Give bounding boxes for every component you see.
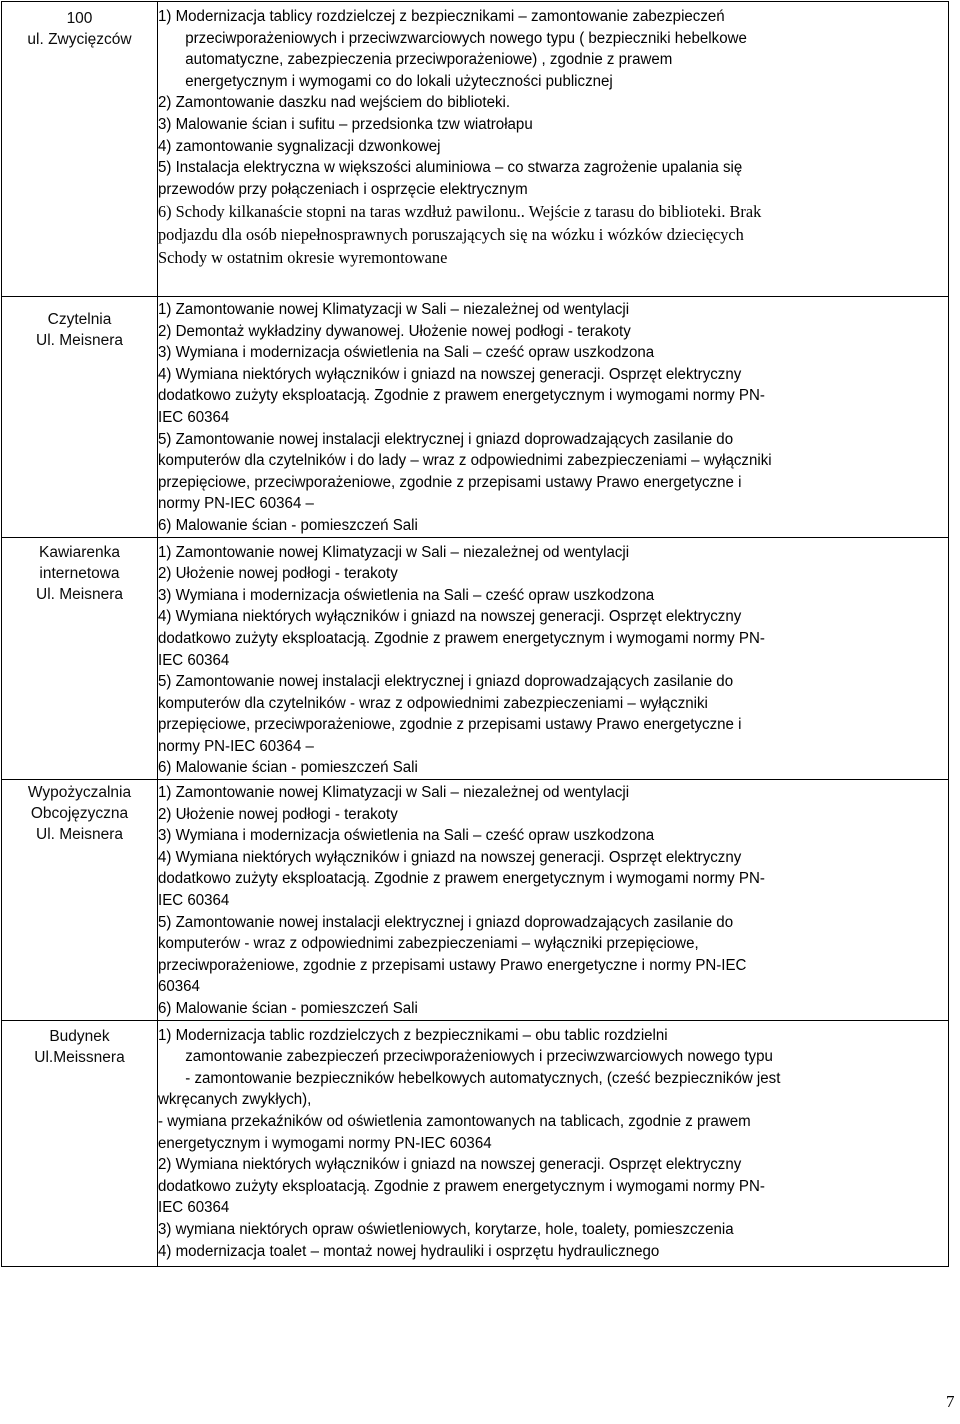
description-line: 1) Modernizacja tablicy rozdzielczej z bezpiecznikami – zamontowanie zabezpieczeń bbox=[158, 8, 725, 25]
description-line: 5) Zamontowanie nowej instalacji elektrycznej i gniazd doprowadzających zasilanie do bbox=[158, 430, 734, 448]
location-line: Wypożyczalnia bbox=[27, 784, 132, 802]
description-line: IEC 60364 bbox=[158, 408, 230, 426]
location-line: Ul. Meisnera bbox=[36, 332, 123, 349]
description-line: - zamontowanie bezpieczników hebelkowych automatycznych, (cześć bezpieczników jest bbox=[185, 1069, 781, 1087]
description-line: 1) Zamontowanie nowej Klimatyzacji w Sali – niezależnej od wentylacji bbox=[158, 784, 630, 802]
description-line: 2) Ułożenie nowej podłogi - terakoty bbox=[158, 565, 398, 583]
table-row bbox=[2, 297, 949, 538]
location-cell bbox=[2, 1020, 158, 1266]
description-line: podjazdu dla osób niepełnosprawnych poruszających się na wózku i wózków dziecięcych bbox=[158, 225, 744, 245]
table-row bbox=[2, 2, 949, 297]
description-cell bbox=[158, 780, 949, 1021]
location-line: ul. Zwycięzców bbox=[27, 31, 132, 48]
description-cell bbox=[158, 297, 949, 538]
description-line: komputerów - wraz z odpowiednimi zabezpieczeniami – wyłączniki przepięciowe, bbox=[158, 935, 699, 953]
location-cell bbox=[2, 780, 158, 1021]
table-row bbox=[2, 1020, 949, 1266]
location-line: Budynek bbox=[49, 1027, 110, 1045]
description-line: IEC 60364 bbox=[158, 651, 230, 669]
location-cell bbox=[2, 297, 158, 538]
description-line: 3) wymiana niektórych opraw oświetleniowych, korytarze, hole, toalety, pomieszczenia bbox=[158, 1220, 734, 1238]
table-row bbox=[2, 780, 949, 1021]
renovation-table bbox=[1, 1, 949, 1267]
description-line: 5) Zamontowanie nowej instalacji elektrycznej i gniazd doprowadzających zasilanie do bbox=[158, 673, 734, 691]
description-line: normy PN-IEC 60364 – bbox=[158, 495, 314, 513]
table-row bbox=[2, 537, 949, 780]
description-cell bbox=[158, 1020, 949, 1266]
page-number: 7 bbox=[946, 1392, 955, 1411]
description-line: energetycznym i wymogami normy PN-IEC 60364 bbox=[158, 1134, 492, 1152]
description-line: wkręcanych zwykłych), bbox=[158, 1091, 312, 1109]
description-line: automatyczne, zabezpieczenia przeciwporażeniowe) , zgodnie z prawem bbox=[185, 51, 673, 69]
location-line: Ul. Meisnera bbox=[36, 585, 123, 603]
description-line: 6) Malowanie ścian - pomieszczeń Sali bbox=[158, 759, 418, 777]
description-line: przepięciowe, przeciwporażeniowe, zgodnie z przepisami ustawy Prawo energetyczne i bbox=[158, 716, 742, 734]
description-line: energetycznym i wymogami co do lokali użyteczności publicznej bbox=[185, 72, 613, 90]
description-line: komputerów dla czytelników i do lady – wraz z odpowiednimi zabezpieczeniami – wyłączniki bbox=[158, 452, 772, 470]
description-cell bbox=[158, 2, 949, 297]
description-line: przeciwporażeniowych i przeciwzwarciowych nowego typu ( bezpieczniki hebelkowe bbox=[185, 29, 747, 47]
description-line: dodatkowo zużyty eksploatacją. Zgodnie z prawem energetycznym i wymogami normy PN- bbox=[158, 1177, 765, 1195]
description-line: 6) Malowanie ścian - pomieszczeń Sali bbox=[158, 516, 418, 534]
description-line: 3) Wymiana i modernizacja oświetlenia na Sali – cześć opraw uszkodzona bbox=[158, 344, 655, 362]
description-line: Schody w ostatnim okresie wyremontowane bbox=[158, 248, 448, 268]
description-line: 4) Wymiana niektórych wyłączników i gniazd na nowszej generacji. Osprzęt elektryczny bbox=[158, 365, 742, 383]
description-line: 3) Wymiana i modernizacja oświetlenia na Sali – cześć opraw uszkodzona bbox=[158, 586, 655, 604]
description-line: 2) Demontaż wykładziny dywanowej. Ułożenie nowej podłogi - terakoty bbox=[158, 322, 631, 340]
description-line: IEC 60364 bbox=[158, 892, 230, 910]
description-line: 1) Zamontowanie nowej Klimatyzacji w Sali – niezależnej od wentylacji bbox=[158, 301, 630, 318]
location-cell bbox=[2, 537, 158, 780]
description-line: 5) Zamontowanie nowej instalacji elektrycznej i gniazd doprowadzających zasilanie do bbox=[158, 913, 734, 931]
description-line: 4) zamontowanie sygnalizacji dzwonkowej bbox=[158, 137, 441, 155]
description-line: 1) Zamontowanie nowej Klimatyzacji w Sali – niezależnej od wentylacji bbox=[158, 543, 630, 561]
description-line: IEC 60364 bbox=[158, 1199, 230, 1217]
location-line: 100 bbox=[66, 10, 93, 27]
description-line: 4) modernizacja toalet – montaż nowej hydrauliki i osprzętu hydraulicznego bbox=[158, 1242, 660, 1260]
description-line: 3) Malowanie ścian i sufitu – przedsionka tzw wiatrołapu bbox=[158, 115, 533, 133]
description-line: 2) Ułożenie nowej podłogi - terakoty bbox=[158, 805, 398, 823]
location-line: Czytelnia bbox=[47, 311, 112, 328]
description-line: 4) Wymiana niektórych wyłączników i gniazd na nowszej generacji. Osprzęt elektryczny bbox=[158, 608, 742, 626]
description-cell bbox=[158, 537, 949, 780]
description-line: dodatkowo zużyty eksploatacją. Zgodnie z prawem energetycznym i wymogami normy PN- bbox=[158, 870, 765, 888]
description-line: przewodów przy połączeniach i osprzęcie elektrycznym bbox=[158, 180, 528, 198]
description-line: 2) Zamontowanie daszku nad wejściem do biblioteki. bbox=[158, 94, 511, 112]
location-line: internetowa bbox=[39, 564, 120, 582]
location-line: Ul.Meissnera bbox=[34, 1048, 125, 1066]
description-line: normy PN-IEC 60364 – bbox=[158, 737, 314, 755]
description-line: 1) Modernizacja tablic rozdzielczych z bezpiecznikami – obu tablic rozdzielni bbox=[158, 1026, 668, 1044]
description-line: 2) Wymiana niektórych wyłączników i gniazd na nowszej generacji. Osprzęt elektryczny bbox=[158, 1156, 742, 1174]
location-line: Ul. Meisnera bbox=[36, 826, 123, 844]
description-line: 60364 bbox=[158, 978, 200, 996]
description-line: 5) Instalacja elektryczna w większości aluminiowa – co stwarza zagrożenie upalania się bbox=[158, 159, 743, 177]
location-line: Obcojęzyczna bbox=[30, 805, 129, 823]
description-line: komputerów dla czytelników - wraz z odpowiednimi zabezpieczeniami – wyłączniki bbox=[158, 694, 708, 712]
location-cell bbox=[2, 2, 158, 297]
description-line: 4) Wymiana niektórych wyłączników i gniazd na nowszej generacji. Osprzęt elektryczny bbox=[158, 848, 742, 866]
table-body bbox=[2, 2, 949, 1267]
description-line: dodatkowo zużyty eksploatacją. Zgodnie z prawem energetycznym i wymogami normy PN- bbox=[158, 629, 765, 647]
description-line: - wymiana przekaźników od oświetlenia zamontowanych na tablicach, zgodnie z prawem bbox=[158, 1112, 751, 1130]
description-line: 6) Malowanie ścian - pomieszczeń Sali bbox=[158, 1000, 418, 1017]
description-line: 3) Wymiana i modernizacja oświetlenia na Sali – cześć opraw uszkodzona bbox=[158, 827, 655, 845]
location-line: Kawiarenka bbox=[39, 543, 120, 561]
description-line: przeciwporażeniowe, zgodnie z przepisami ustawy Prawo energetyczne i normy PN-IEC bbox=[158, 956, 747, 974]
description-line: zamontowanie zabezpieczeń przeciwporażeniowych i przeciwzwarciowych nowego typu bbox=[185, 1048, 773, 1066]
description-line: dodatkowo zużyty eksploatacją. Zgodnie z prawem energetycznym i wymogami normy PN- bbox=[158, 387, 765, 405]
description-line: 6) Schody kilkanaście stopni na taras wzdłuż pawilonu.. Wejście z tarasu do biblioteki. Brak bbox=[158, 202, 762, 222]
description-line: przepięciowe, przeciwporażeniowe, zgodnie z przepisami ustawy Prawo energetyczne i bbox=[158, 473, 742, 491]
